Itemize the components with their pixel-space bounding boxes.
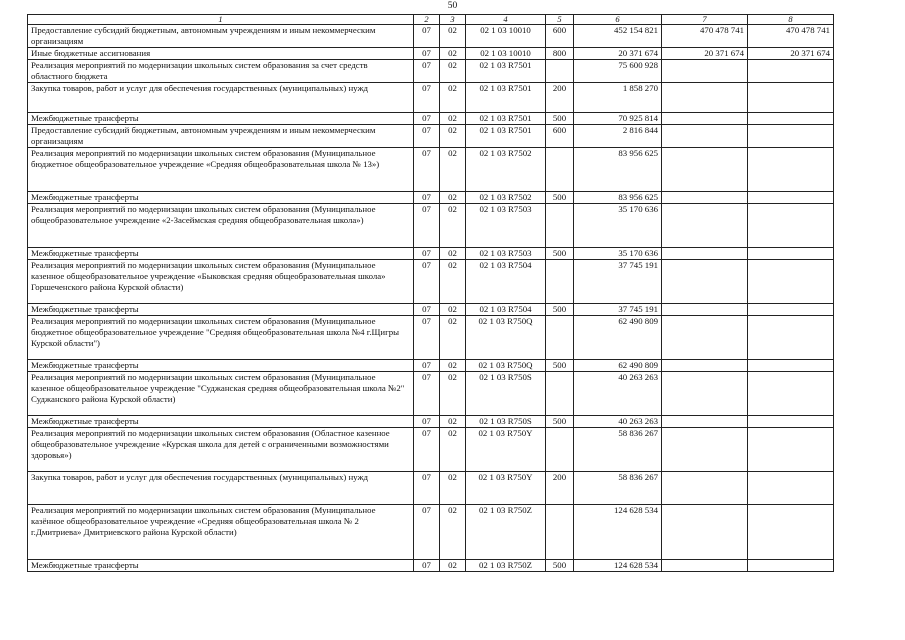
row-expense-type: 600 <box>546 25 574 48</box>
row-expense-type <box>546 260 574 304</box>
row-amount-col8 <box>748 472 834 505</box>
row-amount-col8 <box>748 125 834 148</box>
row-expense-type: 500 <box>546 560 574 572</box>
row-section: 07 <box>414 260 440 304</box>
column-header: 8 <box>748 15 834 25</box>
column-header: 5 <box>546 15 574 25</box>
row-section: 07 <box>414 560 440 572</box>
row-expense-type <box>546 204 574 248</box>
row-amount-col8 <box>748 192 834 204</box>
row-amount-col6: 35 170 636 <box>574 248 662 260</box>
row-name: Межбюджетные трансферты <box>28 416 414 428</box>
row-section: 07 <box>414 472 440 505</box>
row-subsection: 02 <box>440 416 466 428</box>
row-target-code: 02 1 03 R750S <box>466 372 546 416</box>
table-row <box>28 316 834 360</box>
row-name: Межбюджетные трансферты <box>28 192 414 204</box>
row-target-code: 02 1 03 R750Q <box>466 360 546 372</box>
row-expense-type <box>546 148 574 192</box>
row-subsection: 02 <box>440 248 466 260</box>
row-name: Закупка товаров, работ и услуг для обеспечения государственных (муниципальных) нужд <box>28 472 414 505</box>
table-row <box>28 428 834 472</box>
row-amount-col7 <box>662 260 748 304</box>
row-amount-col7: 20 371 674 <box>662 48 748 60</box>
row-subsection: 02 <box>440 25 466 48</box>
row-expense-type: 500 <box>546 360 574 372</box>
row-target-code: 02 1 03 R7504 <box>466 304 546 316</box>
page-number: 50 <box>447 1 458 11</box>
table-row <box>28 25 834 48</box>
row-expense-type: 500 <box>546 304 574 316</box>
row-amount-col6: 62 490 809 <box>574 316 662 360</box>
row-amount-col8 <box>748 248 834 260</box>
row-amount-col6: 62 490 809 <box>574 360 662 372</box>
row-amount-col6: 452 154 821 <box>574 25 662 48</box>
row-amount-col8 <box>748 204 834 248</box>
row-target-code: 02 1 03 10010 <box>466 48 546 60</box>
row-section: 07 <box>414 25 440 48</box>
row-section: 07 <box>414 48 440 60</box>
row-name: Реализация мероприятий по модернизации школьных систем образования за счет средств областного бюджета <box>28 60 414 83</box>
row-amount-col7 <box>662 125 748 148</box>
table-row <box>28 505 834 560</box>
row-target-code: 02 1 03 R7503 <box>466 248 546 260</box>
row-section: 07 <box>414 428 440 472</box>
table-row <box>28 560 834 572</box>
row-amount-col7 <box>662 505 748 560</box>
row-expense-type: 200 <box>546 83 574 113</box>
row-amount-col8 <box>748 416 834 428</box>
row-amount-col6: 37 745 191 <box>574 260 662 304</box>
row-target-code: 02 1 03 R7502 <box>466 192 546 204</box>
row-amount-col7 <box>662 113 748 125</box>
row-expense-type: 500 <box>546 248 574 260</box>
row-amount-col7 <box>662 248 748 260</box>
row-expense-type <box>546 428 574 472</box>
column-header: 7 <box>662 15 748 25</box>
row-section: 07 <box>414 316 440 360</box>
row-subsection: 02 <box>440 304 466 316</box>
row-amount-col6: 75 600 928 <box>574 60 662 83</box>
row-target-code: 02 1 03 R7504 <box>466 260 546 304</box>
row-section: 07 <box>414 60 440 83</box>
header-row <box>28 15 834 25</box>
row-amount-col8 <box>748 60 834 83</box>
row-amount-col7 <box>662 192 748 204</box>
row-expense-type: 200 <box>546 472 574 505</box>
row-amount-col8 <box>748 360 834 372</box>
row-target-code: 02 1 03 R750S <box>466 416 546 428</box>
row-name: Реализация мероприятий по модернизации школьных систем образования (Муниципальное казенное общеобразовательное учреждение «Быковская средняя общеобразовательная школа» Горшеченского района Курской области) <box>28 260 414 304</box>
row-section: 07 <box>414 304 440 316</box>
row-amount-col6: 83 956 625 <box>574 192 662 204</box>
row-amount-col7: 470 478 741 <box>662 25 748 48</box>
column-header: 3 <box>440 15 466 25</box>
row-section: 07 <box>414 505 440 560</box>
table-row <box>28 125 834 148</box>
row-section: 07 <box>414 248 440 260</box>
row-name: Реализация мероприятий по модернизации школьных систем образования (Муниципальное казённое общеобразовательное учреждение «Средняя общеобразовательная школа № 2 г.Дмитриева» Дмитриевского района Курской области) <box>28 505 414 560</box>
row-subsection: 02 <box>440 260 466 304</box>
table-row <box>28 113 834 125</box>
row-subsection: 02 <box>440 204 466 248</box>
row-amount-col8 <box>748 505 834 560</box>
row-amount-col7 <box>662 316 748 360</box>
row-amount-col7 <box>662 60 748 83</box>
row-name: Закупка товаров, работ и услуг для обеспечения государственных (муниципальных) нужд <box>28 83 414 113</box>
row-amount-col8 <box>748 428 834 472</box>
row-name: Межбюджетные трансферты <box>28 248 414 260</box>
row-name: Реализация мероприятий по модернизации школьных систем образования (Областное казенное общеобразовательное учреждение «Курская школа для детей с ограниченными возможностями здоровья») <box>28 428 414 472</box>
row-name: Реализация мероприятий по модернизации школьных систем образования (Муниципальное общеобразовательное учреждение «2-Засеймская средняя общеобразовательная школа») <box>28 204 414 248</box>
table-row <box>28 60 834 83</box>
row-expense-type: 600 <box>546 125 574 148</box>
row-amount-col6: 2 816 844 <box>574 125 662 148</box>
table-row <box>28 472 834 505</box>
row-name: Межбюджетные трансферты <box>28 560 414 572</box>
row-amount-col6: 124 628 534 <box>574 560 662 572</box>
row-section: 07 <box>414 113 440 125</box>
row-subsection: 02 <box>440 505 466 560</box>
row-target-code: 02 1 03 R750Q <box>466 316 546 360</box>
row-subsection: 02 <box>440 48 466 60</box>
row-amount-col7 <box>662 304 748 316</box>
row-amount-col6: 58 836 267 <box>574 428 662 472</box>
table-row <box>28 260 834 304</box>
row-target-code: 02 1 03 R750Z <box>466 505 546 560</box>
row-section: 07 <box>414 148 440 192</box>
row-amount-col7 <box>662 148 748 192</box>
row-amount-col7 <box>662 360 748 372</box>
row-section: 07 <box>414 125 440 148</box>
row-amount-col6: 1 858 270 <box>574 83 662 113</box>
row-target-code: 02 1 03 R7501 <box>466 113 546 125</box>
row-amount-col6: 124 628 534 <box>574 505 662 560</box>
row-target-code: 02 1 03 R750Z <box>466 560 546 572</box>
row-name: Межбюджетные трансферты <box>28 113 414 125</box>
row-target-code: 02 1 03 R7501 <box>466 125 546 148</box>
row-expense-type <box>546 372 574 416</box>
row-target-code: 02 1 03 10010 <box>466 25 546 48</box>
row-amount-col6: 37 745 191 <box>574 304 662 316</box>
row-amount-col6: 35 170 636 <box>574 204 662 248</box>
row-expense-type: 500 <box>546 113 574 125</box>
table-row <box>28 416 834 428</box>
row-section: 07 <box>414 83 440 113</box>
row-amount-col6: 83 956 625 <box>574 148 662 192</box>
row-section: 07 <box>414 204 440 248</box>
row-name: Реализация мероприятий по модернизации школьных систем образования (Муниципальное казенное общеобразовательное учреждение "Суджанская средняя общеобразовательная школа №2" Суджанского района Курской области) <box>28 372 414 416</box>
row-amount-col7 <box>662 204 748 248</box>
row-expense-type <box>546 60 574 83</box>
row-amount-col7 <box>662 416 748 428</box>
row-amount-col6: 70 925 814 <box>574 113 662 125</box>
row-amount-col8 <box>748 260 834 304</box>
row-target-code: 02 1 03 R750Y <box>466 472 546 505</box>
row-name: Иные бюджетные ассигнования <box>28 48 414 60</box>
row-expense-type <box>546 505 574 560</box>
table-row <box>28 360 834 372</box>
table-row <box>28 248 834 260</box>
row-expense-type: 500 <box>546 416 574 428</box>
column-header: 4 <box>466 15 546 25</box>
row-subsection: 02 <box>440 316 466 360</box>
row-amount-col8 <box>748 316 834 360</box>
table-row <box>28 192 834 204</box>
row-subsection: 02 <box>440 125 466 148</box>
row-amount-col8 <box>748 372 834 416</box>
table-row <box>28 48 834 60</box>
row-section: 07 <box>414 360 440 372</box>
row-target-code: 02 1 03 R7501 <box>466 60 546 83</box>
row-expense-type: 800 <box>546 48 574 60</box>
row-target-code: 02 1 03 R7501 <box>466 83 546 113</box>
column-header: 2 <box>414 15 440 25</box>
row-amount-col7 <box>662 428 748 472</box>
row-subsection: 02 <box>440 360 466 372</box>
row-subsection: 02 <box>440 560 466 572</box>
column-header: 6 <box>574 15 662 25</box>
row-expense-type: 500 <box>546 192 574 204</box>
row-subsection: 02 <box>440 113 466 125</box>
row-amount-col8 <box>748 83 834 113</box>
row-amount-col7 <box>662 472 748 505</box>
row-amount-col8 <box>748 148 834 192</box>
row-section: 07 <box>414 372 440 416</box>
row-name: Предоставление субсидий бюджетным, автономным учреждениям и иным некоммерческим организациям <box>28 25 414 48</box>
row-amount-col8 <box>748 304 834 316</box>
table-row <box>28 304 834 316</box>
row-name: Реализация мероприятий по модернизации школьных систем образования (Муниципальное бюджетное общеобразовательное учреждение "Средняя общеобразовательная школа №4 г.Щигры Курской области") <box>28 316 414 360</box>
row-subsection: 02 <box>440 372 466 416</box>
table-row <box>28 148 834 192</box>
row-amount-col6: 58 836 267 <box>574 472 662 505</box>
row-section: 07 <box>414 416 440 428</box>
row-name: Реализация мероприятий по модернизации школьных систем образования (Муниципальное бюджетное общеобразовательное учреждение «Средняя общеобразовательная школа № 13») <box>28 148 414 192</box>
row-amount-col6: 40 263 263 <box>574 416 662 428</box>
row-amount-col7 <box>662 83 748 113</box>
row-target-code: 02 1 03 R7502 <box>466 148 546 192</box>
row-name: Предоставление субсидий бюджетным, автономным учреждениям и иным некоммерческим организациям <box>28 125 414 148</box>
row-name: Межбюджетные трансферты <box>28 304 414 316</box>
table-row <box>28 372 834 416</box>
row-target-code: 02 1 03 R7503 <box>466 204 546 248</box>
row-amount-col6: 40 263 263 <box>574 372 662 416</box>
budget-table <box>27 14 834 572</box>
row-target-code: 02 1 03 R750Y <box>466 428 546 472</box>
table-row <box>28 204 834 248</box>
table-body <box>28 25 834 572</box>
row-amount-col8: 470 478 741 <box>748 25 834 48</box>
table-row <box>28 83 834 113</box>
column-header: 1 <box>28 15 414 25</box>
row-subsection: 02 <box>440 148 466 192</box>
row-subsection: 02 <box>440 192 466 204</box>
row-expense-type <box>546 316 574 360</box>
row-subsection: 02 <box>440 60 466 83</box>
row-subsection: 02 <box>440 83 466 113</box>
row-amount-col8 <box>748 113 834 125</box>
row-subsection: 02 <box>440 428 466 472</box>
row-amount-col8 <box>748 560 834 572</box>
row-amount-col6: 20 371 674 <box>574 48 662 60</box>
row-section: 07 <box>414 192 440 204</box>
row-subsection: 02 <box>440 472 466 505</box>
row-amount-col8: 20 371 674 <box>748 48 834 60</box>
row-amount-col7 <box>662 372 748 416</box>
row-name: Межбюджетные трансферты <box>28 360 414 372</box>
row-amount-col7 <box>662 560 748 572</box>
